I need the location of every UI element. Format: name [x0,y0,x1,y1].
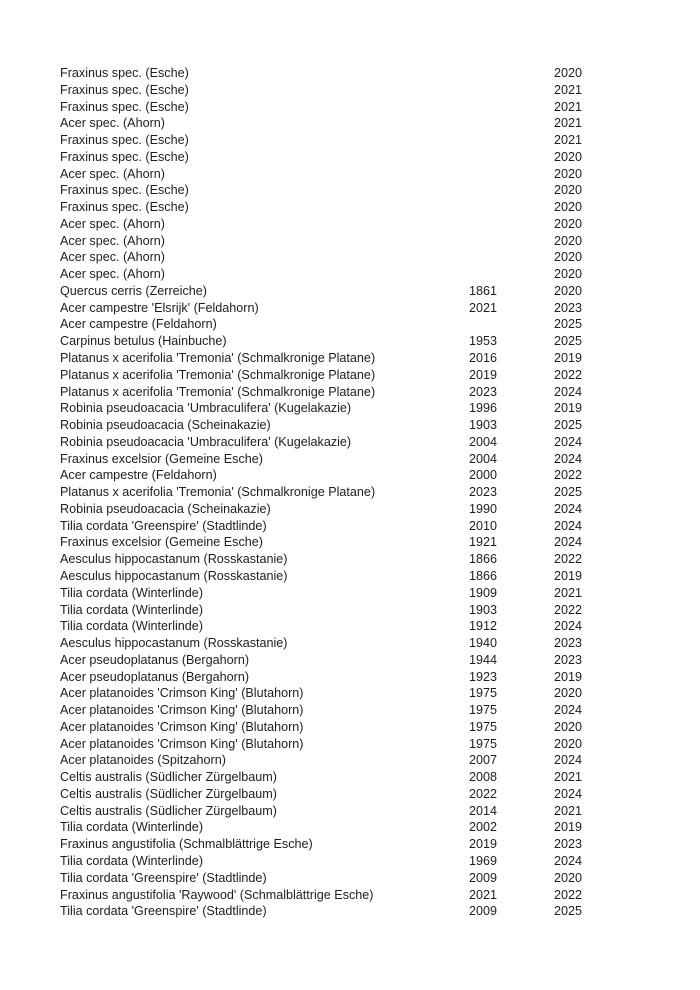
species-name: Acer spec. (Ahorn) [60,267,165,282]
species-name: Platanus x acerifolia 'Tremonia' (Schmalkronige Platane) [60,351,376,366]
year-col-1: 2014 [468,803,497,818]
year-col-2: 2022 [553,887,582,902]
year-col-2: 2019 [553,820,582,835]
table-row [0,534,700,551]
species-name: Celtis australis (Südlicher Zürgelbaum) [60,803,277,818]
table-row [0,350,700,367]
table-row [0,199,700,216]
table-row [0,903,700,920]
year-col-1: 2019 [468,837,497,852]
species-name: Acer spec. (Ahorn) [60,233,165,248]
year-col-1: 1975 [468,686,497,701]
year-col-2: 2021 [553,133,582,148]
species-name: Fraxinus spec. (Esche) [60,200,189,215]
year-col-2: 2024 [553,518,582,533]
species-name: Acer spec. (Ahorn) [60,166,165,181]
year-col-2: 2025 [553,334,582,349]
table-row [0,467,700,484]
species-name: Fraxinus excelsior (Gemeine Esche) [60,451,263,466]
year-col-2: 2021 [553,803,582,818]
table-row [0,417,700,434]
table-row [0,669,700,686]
table-row [0,132,700,149]
species-name: Robinia pseudoacacia (Scheinakazie) [60,501,271,516]
year-col-2: 2022 [553,552,582,567]
species-name: Acer spec. (Ahorn) [60,116,165,131]
species-name: Fraxinus angustifolia (Schmalblättrige Esche) [60,837,313,852]
species-name: Tilia cordata (Winterlinde) [60,820,204,835]
year-col-2: 2020 [553,233,582,248]
year-col-1: 1944 [468,652,497,667]
table-row [0,182,700,199]
year-col-1: 2021 [468,887,497,902]
table-row [0,283,700,300]
species-name: Acer campestre 'Elsrijk' (Feldahorn) [60,300,259,315]
species-name: Aesculus hippocastanum (Rosskastanie) [60,568,288,583]
year-col-2: 2021 [553,82,582,97]
species-name: Robinia pseudoacacia 'Umbraculifera' (Kugelakazie) [60,401,352,416]
table-row [0,551,700,568]
year-col-2: 2024 [553,535,582,550]
year-col-2: 2019 [553,401,582,416]
table-row [0,149,700,166]
tree-table [0,65,700,920]
year-col-2: 2024 [553,501,582,516]
table-row [0,819,700,836]
year-col-1: 1975 [468,719,497,734]
table-row [0,836,700,853]
year-col-2: 2020 [553,267,582,282]
year-col-2: 2024 [553,619,582,634]
table-row [0,518,700,535]
year-col-2: 2024 [553,451,582,466]
species-name: Platanus x acerifolia 'Tremonia' (Schmalkronige Platane) [60,367,376,382]
table-row [0,602,700,619]
table-row [0,367,700,384]
species-name: Quercus cerris (Zerreiche) [60,283,207,298]
table-row [0,233,700,250]
species-name: Robinia pseudoacacia 'Umbraculifera' (Kugelakazie) [60,434,352,449]
species-name: Aesculus hippocastanum (Rosskastanie) [60,636,288,651]
species-name: Tilia cordata 'Greenspire' (Stadtlinde) [60,518,267,533]
year-col-2: 2024 [553,853,582,868]
year-col-2: 2023 [553,837,582,852]
species-name: Fraxinus spec. (Esche) [60,183,189,198]
year-col-2: 2024 [553,434,582,449]
year-col-2: 2023 [553,300,582,315]
year-col-2: 2020 [553,166,582,181]
year-col-2: 2019 [553,568,582,583]
table-row [0,736,700,753]
year-col-1: 1953 [468,334,497,349]
species-name: Acer platanoides (Spitzahorn) [60,753,226,768]
year-col-2: 2020 [553,183,582,198]
year-col-1: 2000 [468,468,497,483]
year-col-1: 2004 [468,451,497,466]
year-col-2: 2021 [553,99,582,114]
year-col-2: 2020 [553,283,582,298]
year-col-1: 2007 [468,753,497,768]
species-name: Fraxinus spec. (Esche) [60,149,189,164]
year-col-2: 2025 [553,317,582,332]
year-col-2: 2020 [553,216,582,231]
year-col-1: 2002 [468,820,497,835]
year-col-1: 1990 [468,501,497,516]
table-row [0,501,700,518]
species-name: Fraxinus spec. (Esche) [60,82,189,97]
year-col-1: 1923 [468,669,497,684]
table-row [0,702,700,719]
year-col-1: 1975 [468,703,497,718]
table-row [0,769,700,786]
year-col-1: 2023 [468,485,497,500]
table-row [0,333,700,350]
year-col-1: 2019 [468,367,497,382]
year-col-1: 1996 [468,401,497,416]
year-col-1: 1921 [468,535,497,550]
year-col-2: 2020 [553,686,582,701]
year-col-2: 2024 [553,786,582,801]
year-col-2: 2020 [553,736,582,751]
species-name: Platanus x acerifolia 'Tremonia' (Schmalkronige Platane) [60,485,376,500]
year-col-2: 2024 [553,384,582,399]
species-name: Acer spec. (Ahorn) [60,250,165,265]
table-row [0,652,700,669]
year-col-1: 1940 [468,636,497,651]
year-col-1: 1903 [468,602,497,617]
year-col-2: 2019 [553,351,582,366]
table-row [0,887,700,904]
year-col-2: 2023 [553,652,582,667]
year-col-2: 2021 [553,585,582,600]
year-col-1: 1912 [468,619,497,634]
table-row [0,115,700,132]
year-col-1: 2004 [468,434,497,449]
table-row [0,249,700,266]
year-col-2: 2020 [553,200,582,215]
table-row [0,685,700,702]
year-col-1: 2022 [468,786,497,801]
year-col-1: 1903 [468,418,497,433]
table-row [0,384,700,401]
species-name: Acer spec. (Ahorn) [60,216,165,231]
table-row [0,568,700,585]
year-col-2: 2021 [553,116,582,131]
table-row [0,752,700,769]
year-col-2: 2024 [553,703,582,718]
year-col-1: 1866 [468,568,497,583]
year-col-1: 2009 [468,904,497,919]
species-name: Celtis australis (Südlicher Zürgelbaum) [60,770,277,785]
year-col-1: 2008 [468,770,497,785]
species-name: Acer pseudoplatanus (Bergahorn) [60,669,250,684]
table-row [0,484,700,501]
year-col-1: 2009 [468,870,497,885]
species-name: Acer campestre (Feldahorn) [60,317,217,332]
table-row [0,786,700,803]
species-name: Acer campestre (Feldahorn) [60,468,217,483]
species-name: Fraxinus spec. (Esche) [60,133,189,148]
year-col-1: 2010 [468,518,497,533]
table-row [0,585,700,602]
year-col-2: 2022 [553,468,582,483]
species-name: Acer platanoides 'Crimson King' (Blutahorn) [60,736,304,751]
species-name: Celtis australis (Südlicher Zürgelbaum) [60,786,277,801]
species-name: Tilia cordata (Winterlinde) [60,853,204,868]
year-col-2: 2022 [553,602,582,617]
year-col-2: 2025 [553,485,582,500]
species-name: Tilia cordata 'Greenspire' (Stadtlinde) [60,904,267,919]
species-name: Tilia cordata (Winterlinde) [60,619,204,634]
table-row [0,65,700,82]
year-col-1: 1861 [468,283,497,298]
species-name: Aesculus hippocastanum (Rosskastanie) [60,552,288,567]
year-col-1: 1969 [468,853,497,868]
species-name: Robinia pseudoacacia (Scheinakazie) [60,418,271,433]
species-name: Carpinus betulus (Hainbuche) [60,334,227,349]
table-row [0,300,700,317]
table-row [0,870,700,887]
table-row [0,82,700,99]
year-col-2: 2023 [553,636,582,651]
table-row [0,853,700,870]
year-col-2: 2025 [553,418,582,433]
year-col-2: 2020 [553,250,582,265]
table-row [0,166,700,183]
year-col-2: 2020 [553,66,582,80]
year-col-2: 2020 [553,149,582,164]
table-row [0,803,700,820]
year-col-1: 2023 [468,384,497,399]
year-col-2: 2019 [553,669,582,684]
species-name: Acer pseudoplatanus (Bergahorn) [60,652,250,667]
table-row [0,316,700,333]
year-col-1: 1909 [468,585,497,600]
year-col-2: 2020 [553,870,582,885]
year-col-2: 2024 [553,753,582,768]
species-name: Fraxinus excelsior (Gemeine Esche) [60,535,263,550]
species-name: Tilia cordata (Winterlinde) [60,602,204,617]
year-col-1: 1975 [468,736,497,751]
table-row [0,400,700,417]
year-col-1: 2016 [468,351,497,366]
species-name: Fraxinus spec. (Esche) [60,66,189,80]
species-name: Fraxinus angustifolia 'Raywood' (Schmalblättrige Esche) [60,887,374,902]
table-row [0,216,700,233]
table-row [0,99,700,116]
species-name: Tilia cordata 'Greenspire' (Stadtlinde) [60,870,267,885]
species-name: Fraxinus spec. (Esche) [60,99,189,114]
table-row [0,618,700,635]
species-name: Tilia cordata (Winterlinde) [60,585,204,600]
year-col-1: 2021 [468,300,497,315]
table-row [0,434,700,451]
table-row [0,266,700,283]
year-col-2: 2022 [553,367,582,382]
year-col-1: 1866 [468,552,497,567]
table-row [0,719,700,736]
species-name: Acer platanoides 'Crimson King' (Blutahorn) [60,686,304,701]
species-name: Acer platanoides 'Crimson King' (Blutahorn) [60,703,304,718]
species-name: Platanus x acerifolia 'Tremonia' (Schmalkronige Platane) [60,384,376,399]
year-col-2: 2021 [553,770,582,785]
table-row [0,451,700,468]
species-name: Acer platanoides 'Crimson King' (Blutahorn) [60,719,304,734]
year-col-2: 2025 [553,904,582,919]
year-col-2: 2020 [553,719,582,734]
table-row [0,635,700,652]
